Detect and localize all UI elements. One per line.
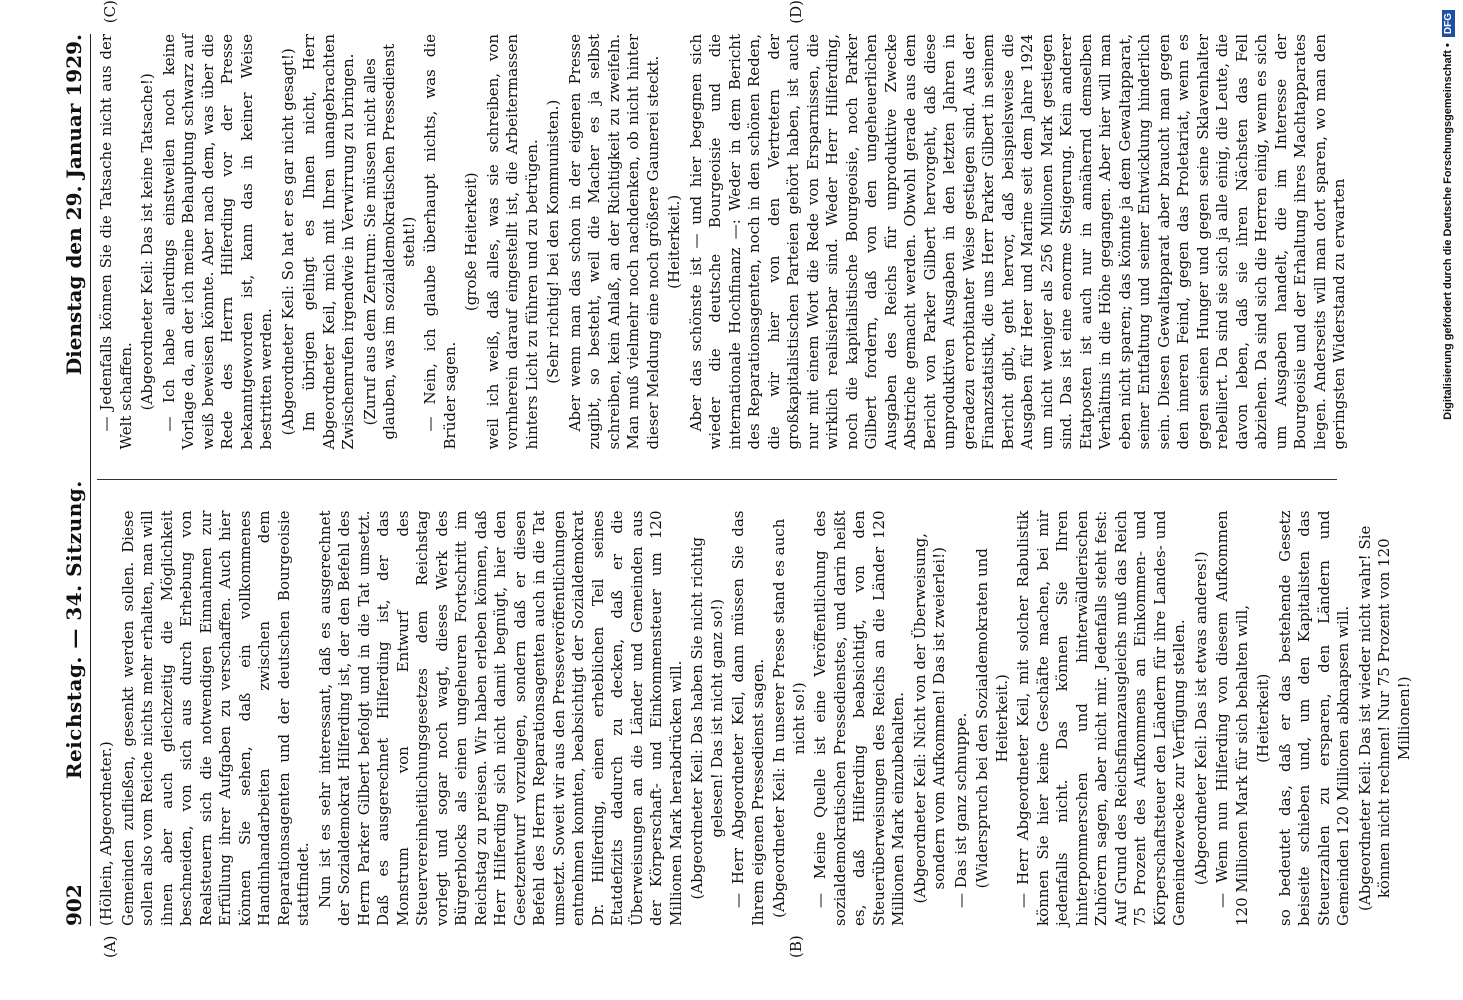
right-column	[97, 0, 1348, 450]
paragraph: Aber wenn man das schon in der eigenen Presse zugibt, so besteht, weil die Macher es ja selbst schreiben, kein Anlaß, an der Richtigkeit zu zweifeln. Man muß vielmehr noch nachdenken, ob nicht hinter dieser Meldung eine noch größere Gaunerei steckt.	[565, 34, 662, 450]
paragraph: — Herr Abgeordneter Keil, dann müssen Sie das Ihrem eigenen Pressedienst sagen.	[729, 510, 767, 926]
paragraph: — Ich habe allerdings einstweilen noch keine Vorlage da, an der ich meine Behauptung schwarz auf weiß beweisen könnte. Aber nach dem, was über die Rede des Herrn Hilferding vor der Presse bekanntgeworden ist, kann das in keiner Weise bestritten werden.	[159, 34, 275, 450]
left-column	[97, 510, 1413, 958]
paragraph: (große Heiterkeit)	[462, 172, 480, 312]
paragraph: (Abgeordneter Keil: In unserer Presse stand es auch nicht so!)	[770, 518, 808, 918]
paragraph: Im übrigen gelingt es Ihnen nicht, Herr Abgeordneter Keil, mich mit Ihren unangebrachten Zwischenrufen irgendwie in Verwirrung zu bringen.	[300, 34, 357, 450]
paragraph: (Abgeordneter Keil: Nicht von der Überweisung, sondern vom Aufkommen! Das ist zweierlei!)	[910, 533, 948, 904]
margin-letter-b: (B)	[787, 935, 805, 958]
margin-letter-c: (C)	[101, 0, 119, 24]
paragraph: — Meine Quelle ist eine Veröffentlichung des sozialdemokratischen Pressedienstes, und darin heißt es, daß Hilferding beabsichtigt, von den Steuerüberweisungen des Reichs an die Länder 120 Millionen Mark einzubehalten.	[811, 510, 907, 926]
paragraph: (Widerspruch bei den Sozialdemokraten und Heiterkeit.)	[973, 548, 1011, 889]
paragraph: — Jedenfalls können Sie die Tatsache nicht aus der Welt schaffen.	[97, 34, 135, 450]
session-title: Reichstag. — 34. Sitzung.	[62, 480, 86, 780]
paragraph: (Abgeordneter Keil: Das haben Sie nicht richtig gelesen! Das ist nicht ganz so!)	[688, 537, 726, 900]
paragraph: Aber das schönste ist — und hier begegnen sich wieder die deutsche Bourgeoisie und die internationale Hochfinanz —: Weder in dem Bericht des Reparationsagenten, noch in den schönen Reden, die wir hier von den Vertretern der großkapitalistischen Parteien gehört haben, ist auch nur mit einem Wort die Rede von Ersparnissen, die wirklich realisierbar sind. Weder Herr Hilferding, noch die kapitalistische Bourgeoisie, noch Parker Gilbert fordern, daß von den ungeheuerlichen Ausgaben des Reichs für unproduktive Zwecke Abstriche gemacht werden. Obwohl gerade aus dem Bericht von Parker Gilbert hervorgeht, daß diese unproduktiven Ausgaben in den letzten Jahren in geradezu erorbitanter Weise gestiegen sind. Aus der Finanzstatistik, die uns Herr Parker Gilbert in seinem Bericht gibt, geht hervor, daß beispielsweise die Ausgaben für Heer und Marine seit dem Jahre 1924 um nicht weniger als 256 Millionen Mark gestiegen sind. Das ist eine enorme Steigerung. Kein anderer Etatposten ist auch nur in annähernd demselben Verhältnis in die Höhe gegangen. Aber hier will man eben nicht sparen; das könnte ja dem Gewaltapparat, seiner Entfaltung und seiner Entwicklung hinderlich sein. Diesen Gewaltapparat aber braucht man gegen den inneren Feind, gegen das Proletariat, wenn es gegen seinen Hunger und gegen seine Sklavenhalter rebelliert. Da sind sie sich ja alle einig, die Leute, die davon leben, daß sie ihren Nächsten das Fell abziehen. Da sind sich die Herren einig, wenn es sich um Ausgaben handelt, die im Interesse der Bourgeoisie und der Erhaltung ihres Machtapparates liegen. Anderseits will man dort sparen, wo man den geringsten Widerstand zu erwarten	[686, 34, 1348, 450]
paragraph: Nun ist es sehr interessant, daß es ausgerechnet der Sozialdemokrat Hilferding ist, der den Befehl des Herrn Parker Gilbert befolgt und in die Tat umsetzt. Daß es ausgerechnet Hilferding ist, der das Monstrum von Entwurf des Steuervereinheitlichungsgesetzes dem Reichstag vorlegt und sogar noch wagt, dieses Werk des Bürgerblocks als einen ungeheuren Fortschritt im Reichstag zu preisen. Wir haben erleben können, daß Herr Hilferding sich nicht damit begnügt, hier den Gesetzentwurf vorzulegen, sondern daß er diesen Befehl des Herrn Reparationsagenten auch in die Tat umsetzt. Soweit wir aus den Presseveröffentlichungen entnehmen konnten, beabsichtigt der Sozialdemokrat Dr. Hilferding, einen erheblichen Teil seines Etatdefizits dadurch zu decken, daß er die Überweisungen an die Länder und Gemeinden aus der Körperschaft- und Einkommensteuer um 120 Millionen Mark herabdrücken will.	[315, 510, 685, 926]
session-date: Dienstag den 29. Januar 1929.	[62, 34, 86, 376]
paragraph: weil ich weiß, daß alles, was sie schreiben, von vornherein darauf eingestellt ist, die Arbeitermassen hinters Licht zu führen und zu betrügen.	[483, 34, 541, 450]
paragraph: (Abgeordneter Keil: Das ist etwas anderes!)	[1191, 551, 1210, 886]
paragraph: Gemeinden zufließen, gesenkt werden sollen. Diese sollen also vom Reiche nichts mehr erhalten, man will ihnen aber auch gleichzeitig die Möglichkeit beschneiden, von sich aus durch Erhebung von Realsteuern sich die notwendigen Einnahmen zur Erfüllung ihrer Aufgaben zu verschaffen. Auch hier können Sie sehen, daß ein vollkommenes Handinhandarbeiten zwischen dem Reparationsagenten und der deutschen Bourgeoisie stattfindet.	[118, 510, 312, 926]
document-page	[50, 0, 1413, 958]
paragraph: so bedeutet das, daß er das bestehende Gesetz beiseite schieben und, um den Kapitalisten das Steuerzahlen zu ersparen, den Ländern und Gemeinden 120 Millionen abknapsen will.	[1275, 510, 1352, 926]
page-number: 902	[62, 884, 86, 926]
digitization-sidebar	[1405, 0, 1454, 1000]
paragraph: — Herr Abgeordneter Keil, mit solcher Rabulistik können Sie hier keine Geschäfte machen, bei mir jedenfalls nicht. Das können Sie Ihren hinterpommerschen und hinterwäldlerischen Zuhörern sagen, aber nicht mir. Jedenfalls steht fest: Auf Grund des Reichsfinanzausgleichs muß das Reich 75 Prozent des Aufkommens an Einkommen- und Körperschaftsteuer den Ländern für ihre Landes- und Gemeindezwecke zur Verfügung stellen.	[1014, 510, 1188, 926]
paragraph: (Abgeordneter Keil: Das ist wieder nicht wahr! Sie können nicht rechnen! Nur 75 Prozent von 120 Millionen!)	[1355, 525, 1413, 911]
page-header	[62, 34, 91, 926]
margin-letter-d: (D)	[787, 0, 805, 24]
paragraph: (Höllein, Abgeordneter.)	[97, 741, 115, 926]
paragraph: — Nein, ich glaube überhaupt nichts, was die Brüder sagen.	[421, 34, 459, 450]
dfg-logo: DFG	[1442, 10, 1455, 37]
paragraph: — Das ist ganz schnuppe.	[951, 712, 970, 908]
paragraph: (Heiterkeit.)	[665, 194, 683, 289]
digitization-note: Digitalisierung gefördert durch die Deutsche Forschungsgemeinschaft •	[1442, 43, 1454, 420]
paragraph: (Zuruf aus dem Zentrum: Sie müssen nicht alles glauben, was im sozialdemokratischen Pressedienst steht!)	[360, 43, 418, 440]
margin-letter-a: (A)	[101, 935, 119, 958]
paragraph: (Heiterkeit)	[1254, 673, 1272, 763]
paragraph: (Abgeordneter Keil: Das ist keine Tatsache!)	[138, 73, 156, 411]
paragraph: (Abgeordneter Keil: So hat er es gar nicht gesagt!)	[278, 48, 297, 436]
paragraph: (Sehr richtig! bei den Kommunisten.)	[544, 99, 562, 384]
column-divider	[97, 480, 1337, 481]
paragraph: — Wenn nun Hilferding von diesem Aufkommen 120 Millionen Mark für sich behalten will,	[1213, 510, 1251, 926]
